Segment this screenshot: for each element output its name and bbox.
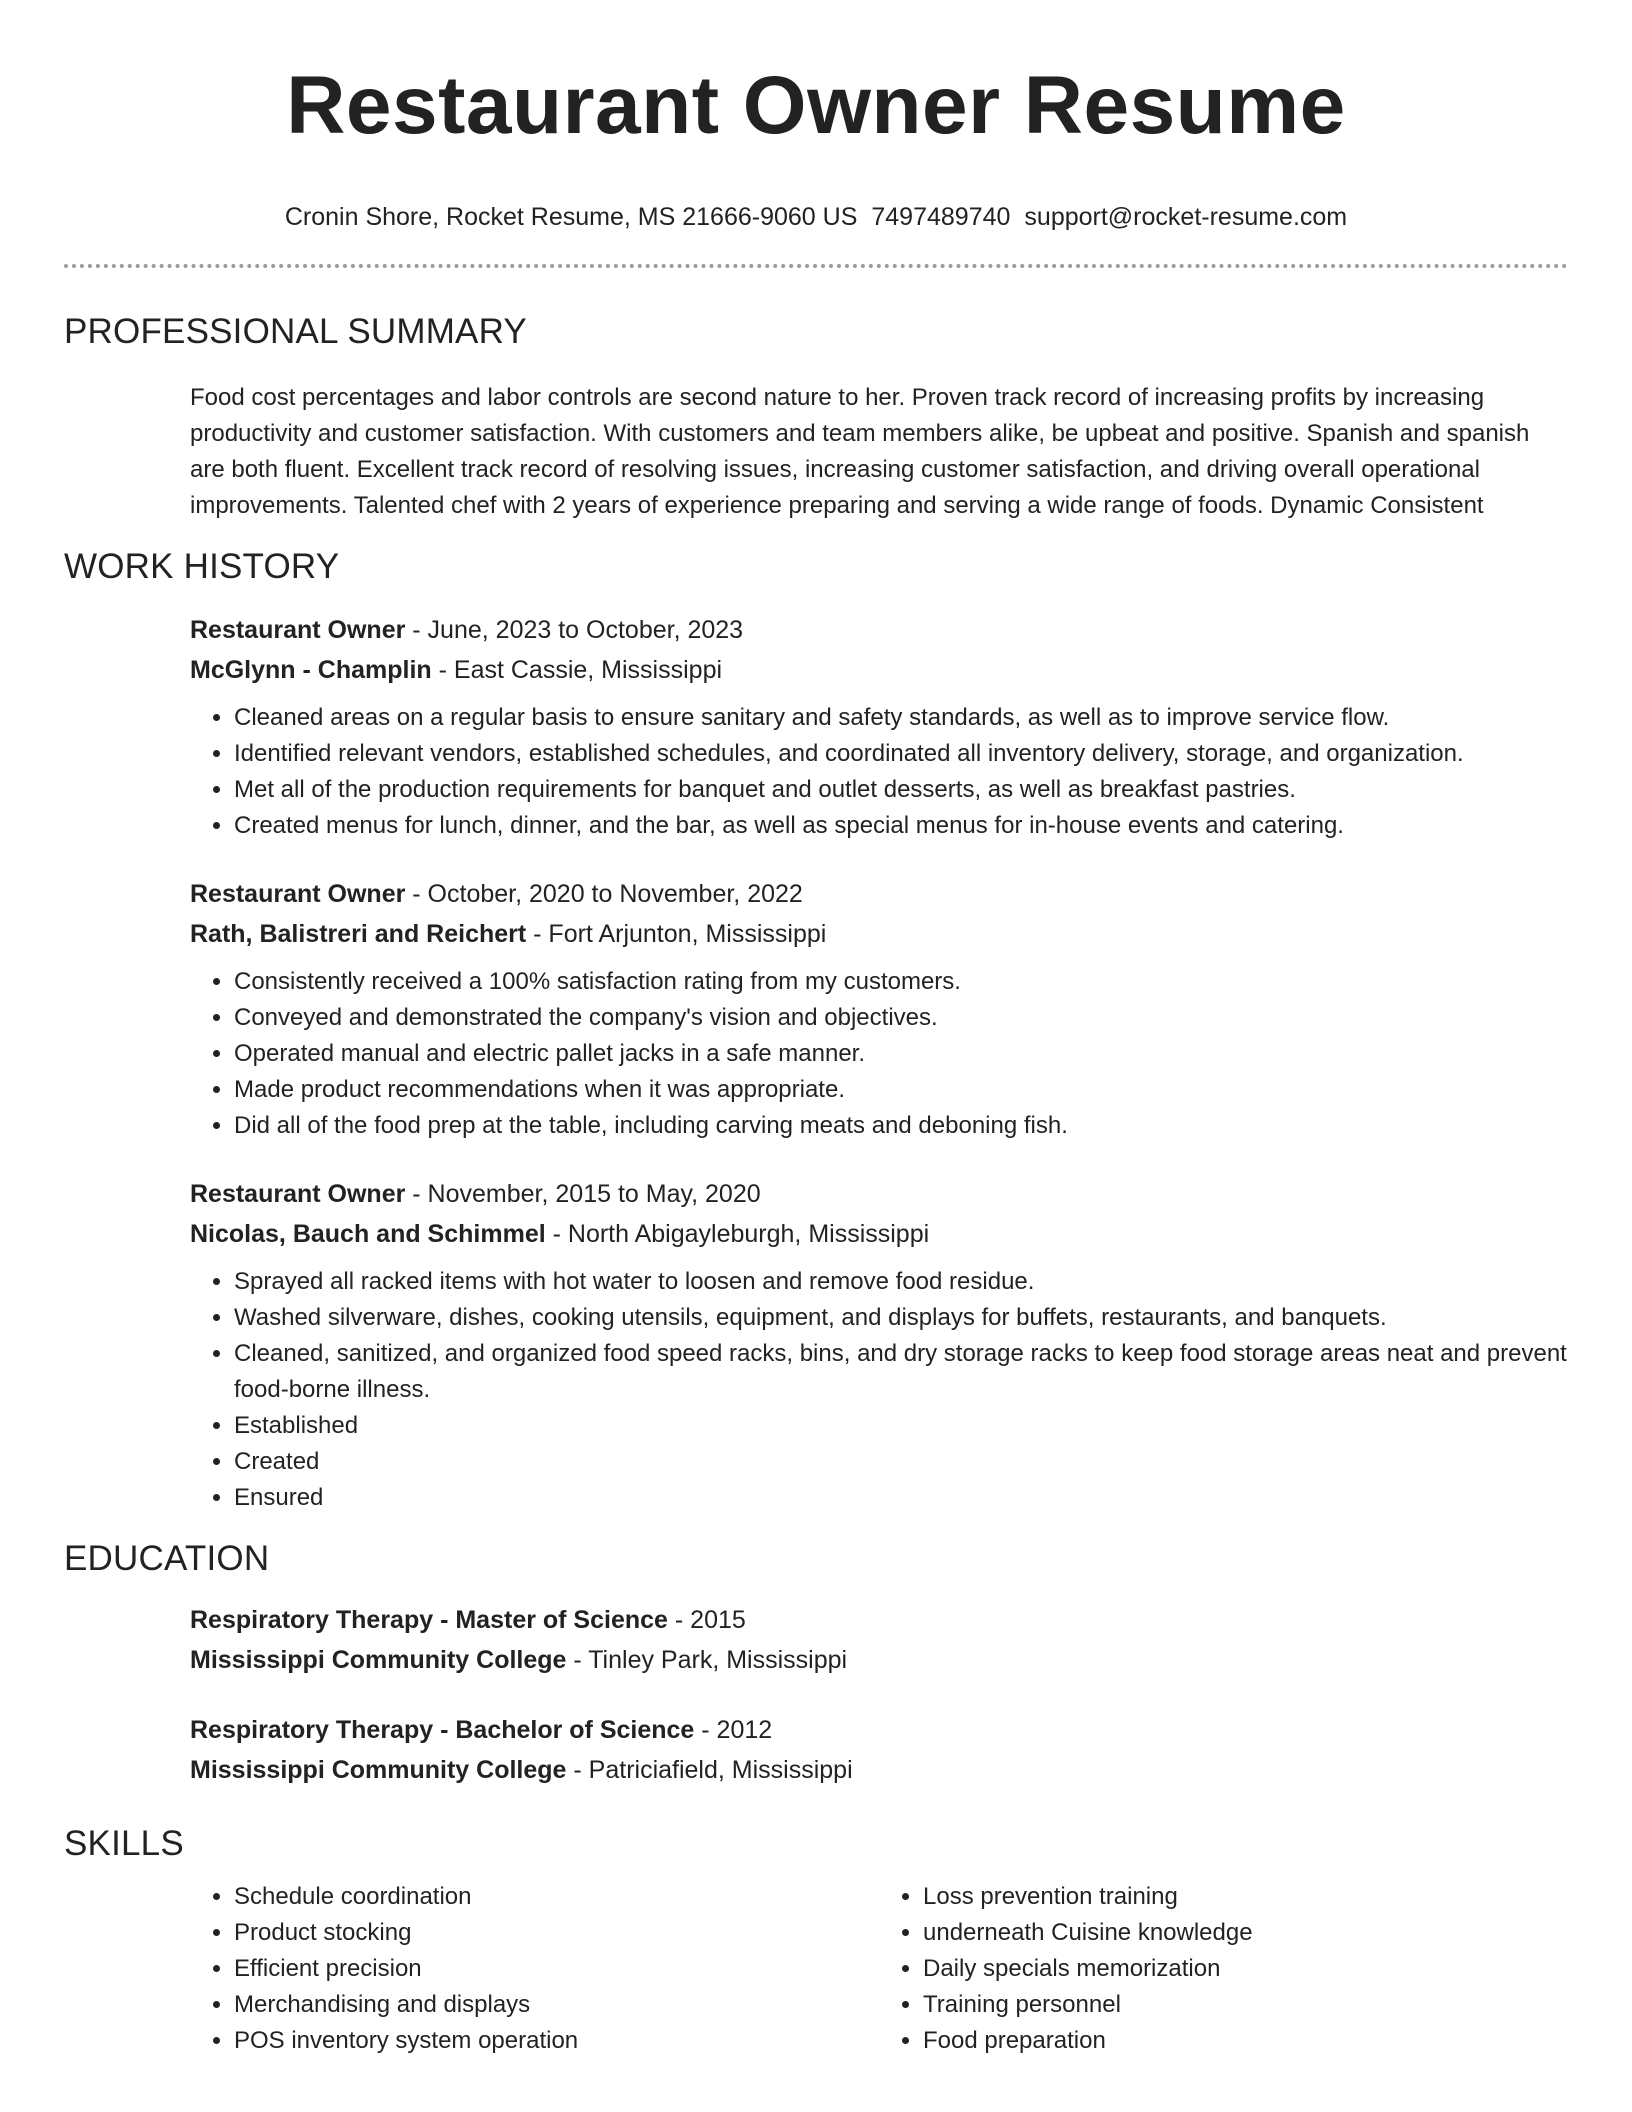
skill-item: • Product stocking — [234, 1915, 879, 1951]
job-title-line — [190, 1174, 1568, 1214]
job-company-line — [190, 650, 1568, 690]
job-dates: - November, 2015 to May, 2020 — [405, 1180, 761, 1208]
list-item: • Consistently received a 100% satisfaction rating from my customers. — [234, 964, 1568, 1000]
school: Mississippi Community College — [190, 1756, 567, 1784]
job-dates: - June, 2023 to October, 2023 — [405, 616, 744, 644]
job-location: - North Abigayleburgh, Mississippi — [545, 1220, 930, 1248]
list-item: • Established — [234, 1408, 1568, 1444]
school-line — [190, 1750, 1568, 1790]
job-bullets — [190, 964, 1568, 1144]
school: Mississippi Community College — [190, 1646, 567, 1674]
school-line — [190, 1640, 1568, 1680]
skill-item: • POS inventory system operation — [234, 2023, 879, 2059]
skill-item: • Daily specials memorization — [923, 1951, 1568, 1987]
job-location: - Fort Arjunton, Mississippi — [526, 920, 827, 948]
skill-item: • Food preparation — [923, 2023, 1568, 2059]
skills-column-right — [879, 1879, 1568, 2059]
section-title-education: EDUCATION — [64, 1539, 270, 1578]
job-bullets — [190, 700, 1568, 844]
job-entry — [190, 610, 1568, 844]
school-location: - Tinley Park, Mississippi — [566, 1646, 848, 1674]
list-item: • Sprayed all racked items with hot water to loosen and remove food residue. — [234, 1264, 1568, 1300]
job-title-line — [190, 874, 1568, 914]
degree: Respiratory Therapy - Bachelor of Science — [190, 1716, 695, 1744]
education-entry — [190, 1710, 1568, 1790]
list-item: • Created — [234, 1444, 1568, 1480]
job-company: Rath, Balistreri and Reichert — [190, 920, 527, 948]
resume-title: Restaurant Owner Resume — [286, 60, 1346, 151]
job-role: Restaurant Owner — [190, 880, 406, 908]
resume-page — [64, 0, 1568, 2059]
job-company: McGlynn - Champlin — [190, 656, 432, 684]
summary-text: Food cost percentages and labor controls are second nature to her. Proven track record of increasing profits by increasing productivity and customer satisfaction. With customers and team members alike, be upbeat and positive. Spanish and spanish are both fluent. Excellent track record of resolving issues, increasing customer satisfaction, and driving overall operational improvements. Talented chef with 2 years of experience preparing and serving a wide range of foods. Dynamic Consistent — [190, 384, 1530, 519]
list-item: • Created menus for lunch, dinner, and the bar, as well as special menus for in-house events and catering. — [234, 808, 1568, 844]
section-title-work: WORK HISTORY — [64, 547, 340, 586]
skill-item: • underneath Cuisine knowledge — [923, 1915, 1568, 1951]
skill-item: • Merchandising and displays — [234, 1987, 879, 2023]
section-title-skills: SKILLS — [64, 1824, 184, 1863]
skill-item: • Loss prevention training — [923, 1879, 1568, 1915]
list-item: • Ensured — [234, 1480, 1568, 1516]
skills-column-left — [190, 1879, 879, 2059]
job-entry — [190, 874, 1568, 1144]
contact-line — [64, 202, 1568, 232]
list-item: • Washed silverware, dishes, cooking utensils, equipment, and displays for buffets, restaurants, and banquets. — [234, 1300, 1568, 1336]
skills-list — [190, 1879, 1568, 2059]
education-entry — [190, 1600, 1568, 1680]
job-role: Restaurant Owner — [190, 616, 406, 644]
list-item: • Met all of the production requirements for banquet and outlet desserts, as well as breakfast pastries. — [234, 772, 1568, 808]
header-divider — [64, 264, 1568, 268]
school-location: - Patriciafield, Mississippi — [566, 1756, 853, 1784]
degree-year: - 2012 — [694, 1716, 773, 1744]
list-item: • Conveyed and demonstrated the company's vision and objectives. — [234, 1000, 1568, 1036]
degree-line — [190, 1710, 1568, 1750]
degree: Respiratory Therapy - Master of Science — [190, 1606, 668, 1634]
list-item: • Cleaned areas on a regular basis to ensure sanitary and safety standards, as well as to improve service flow. — [234, 700, 1568, 736]
job-company: Nicolas, Bauch and Schimmel — [190, 1220, 546, 1248]
section-title-summary: PROFESSIONAL SUMMARY — [64, 312, 527, 351]
skill-item: • Efficient precision — [234, 1951, 879, 1987]
contact-phone: 7497489740 — [871, 203, 1011, 231]
job-bullets — [190, 1264, 1568, 1516]
contact-email: support@rocket-resume.com — [1024, 203, 1348, 231]
job-title-line — [190, 610, 1568, 650]
list-item: • Identified relevant vendors, established schedules, and coordinated all inventory delivery, storage, and organization. — [234, 736, 1568, 772]
list-item: • Did all of the food prep at the table, including carving meats and deboning fish. — [234, 1108, 1568, 1144]
degree-line — [190, 1600, 1568, 1640]
degree-year: - 2015 — [667, 1606, 746, 1634]
skill-item: • Schedule coordination — [234, 1879, 879, 1915]
job-dates: - October, 2020 to November, 2022 — [405, 880, 803, 908]
list-item: • Made product recommendations when it was appropriate. — [234, 1072, 1568, 1108]
job-company-line — [190, 1214, 1568, 1254]
job-role: Restaurant Owner — [190, 1180, 406, 1208]
list-item: • Operated manual and electric pallet jacks in a safe manner. — [234, 1036, 1568, 1072]
job-company-line — [190, 914, 1568, 954]
list-item: • Cleaned, sanitized, and organized food speed racks, bins, and dry storage racks to keep food storage areas neat and prevent food-borne illness. — [234, 1336, 1568, 1408]
job-location: - East Cassie, Mississippi — [431, 656, 723, 684]
contact-address: Cronin Shore, Rocket Resume, MS 21666-9060 US — [284, 203, 858, 231]
skill-item: • Training personnel — [923, 1987, 1568, 2023]
job-entry — [190, 1174, 1568, 1516]
